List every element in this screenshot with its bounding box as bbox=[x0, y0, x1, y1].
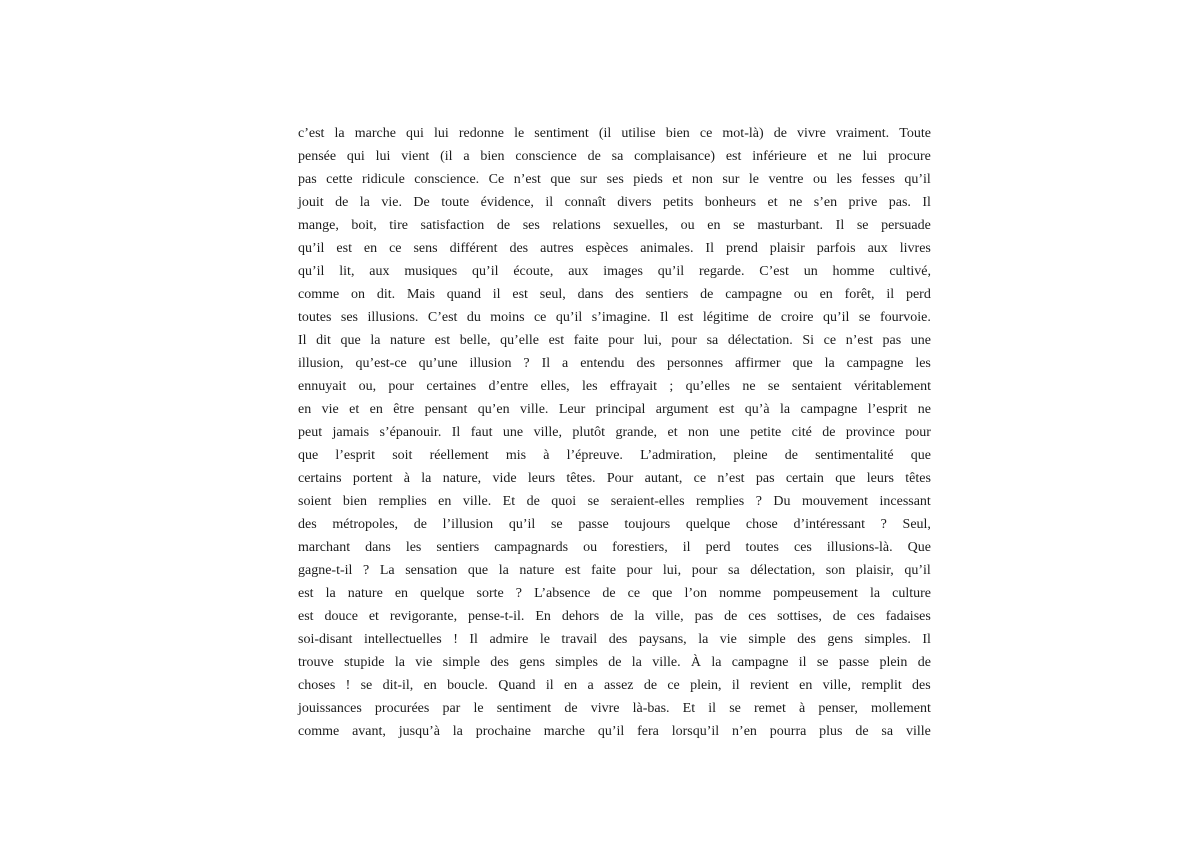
text-line: Il dit que la nature est belle, qu’elle est faite pour lui, pour sa délectation. Si ce n’est pas une bbox=[298, 333, 931, 348]
text-line: peut jamais s’épanouir. Il faut une ville, plutôt grande, et non une petite cité de province pour bbox=[298, 425, 931, 440]
text-line: soi-disant intellectuelles ! Il admire le travail des paysans, la vie simple des gens simples. Il bbox=[298, 632, 931, 647]
text-line: illusion, qu’est-ce qu’une illusion ? Il a entendu des personnes affirmer que la campagne les bbox=[298, 356, 931, 371]
text-line: comme avant, jusqu’à la prochaine marche qu’il fera lorsqu’il n’en pourra plus de sa ville bbox=[298, 724, 931, 739]
text-line: comme on dit. Mais quand il est seul, dans des sentiers de campagne ou en forêt, il perd bbox=[298, 287, 931, 302]
text-line: trouve stupide la vie simple des gens simples de la ville. À la campagne il se passe plein de bbox=[298, 655, 931, 670]
text-line: des métropoles, de l’illusion qu’il se passe toujours quelque chose d’intéressant ? Seul, bbox=[298, 517, 931, 532]
text-line: choses ! se dit-il, en boucle. Quand il en a assez de ce plein, il revient en ville, remplit des bbox=[298, 678, 931, 693]
text-block bbox=[298, 122, 931, 743]
text-line: soient bien remplies en ville. Et de quoi se seraient-elles remplies ? Du mouvement incessant bbox=[298, 494, 931, 509]
text-line: jouissances procurées par le sentiment de vivre là-bas. Et il se remet à penser, mollement bbox=[298, 701, 931, 716]
text-line: est douce et revigorante, pense-t-il. En dehors de la ville, pas de ces sottises, de ces fadaises bbox=[298, 609, 931, 624]
text-line: c’est la marche qui lui redonne le sentiment (il utilise bien ce mot-là) de vivre vraiment. Toute bbox=[298, 126, 931, 141]
text-line: toutes ses illusions. C’est du moins ce qu’il s’imagine. Il est légitime de croire qu’il se fourvoie. bbox=[298, 310, 931, 325]
text-line: qu’il est en ce sens différent des autres espèces animales. Il prend plaisir parfois aux livres bbox=[298, 241, 931, 256]
text-line: gagne-t-il ? La sensation que la nature est faite pour lui, pour sa délectation, son plaisir, qu’il bbox=[298, 563, 931, 578]
text-line: ennuyait ou, pour certaines d’entre elles, les effrayait ; qu’elles ne se sentaient véritablement bbox=[298, 379, 931, 394]
text-line: en vie et en être pensant qu’en ville. Leur principal argument est qu’à la campagne l’esprit ne bbox=[298, 402, 931, 417]
text-line: marchant dans les sentiers campagnards ou forestiers, il perd toutes ces illusions-là. Que bbox=[298, 540, 931, 555]
text-line: que l’esprit soit réellement mis à l’épreuve. L’admiration, pleine de sentimentalité que bbox=[298, 448, 931, 463]
text-line: pas cette ridicule conscience. Ce n’est que sur ses pieds et non sur le ventre ou les fesses qu’il bbox=[298, 172, 931, 187]
text-line: qu’il lit, aux musiques qu’il écoute, aux images qu’il regarde. C’est un homme cultivé, bbox=[298, 264, 931, 279]
text-line: certains portent à la nature, vide leurs têtes. Pour autant, ce n’est pas certain que leurs têtes bbox=[298, 471, 931, 486]
text-line: mange, boit, tire satisfaction de ses relations sexuelles, ou en se masturbant. Il se persuade bbox=[298, 218, 931, 233]
text-line: est la nature en quelque sorte ? L’absence de ce que l’on nomme pompeusement la culture bbox=[298, 586, 931, 601]
text-line: jouit de la vie. De toute évidence, il connaît divers petits bonheurs et ne s’en prive pas. Il bbox=[298, 195, 931, 210]
text-line: pensée qui lui vient (il a bien conscience de sa complaisance) est inférieure et ne lui procure bbox=[298, 149, 931, 164]
